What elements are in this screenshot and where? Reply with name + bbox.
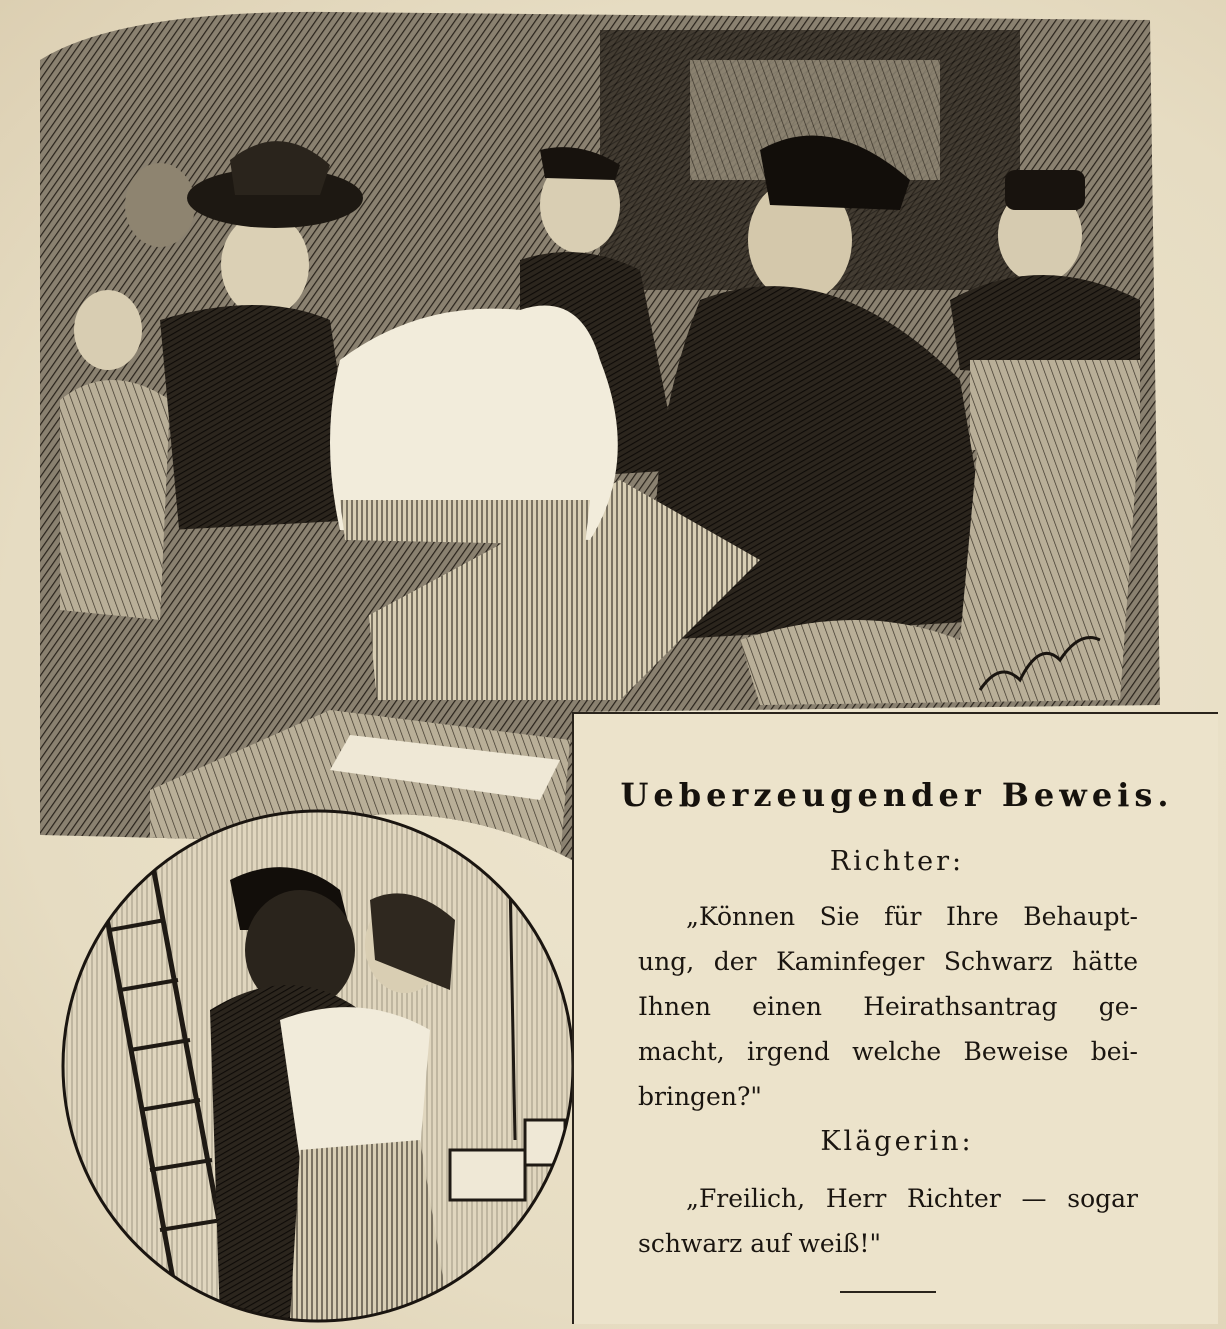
quote-line: schwarz auf weiß!"	[638, 1229, 881, 1258]
judge-quote	[638, 894, 1138, 1119]
speaker-judge: Richter:	[829, 846, 965, 877]
quote-line: „Können Sie für Ihre Behaupt-	[686, 902, 1138, 931]
end-rule	[840, 1291, 936, 1293]
plaintiff-quote	[638, 1176, 1138, 1266]
quote-line: macht, irgend welche Beweise bei-	[638, 1037, 1138, 1066]
speaker-plaintiff: Klägerin:	[820, 1126, 974, 1157]
caption-title: Ueberzeugender Beweis.	[620, 776, 1174, 814]
quote-line: Ihnen einen Heirathsantrag ge-	[638, 992, 1138, 1021]
caption-box	[572, 712, 1218, 1324]
quote-line: bringen?"	[638, 1082, 762, 1111]
quote-line: ung, der Kaminfeger Schwarz hätte	[638, 947, 1138, 976]
quote-line: „Freilich, Herr Richter — sogar	[686, 1184, 1138, 1213]
